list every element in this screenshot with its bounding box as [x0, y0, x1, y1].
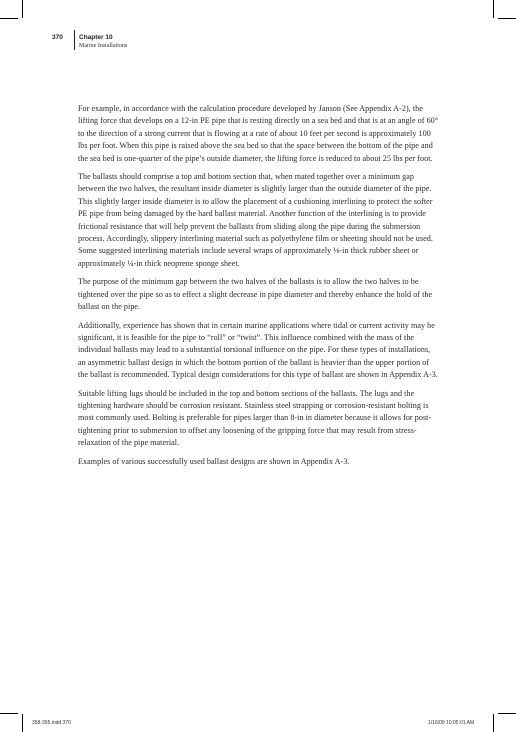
crop-mark — [493, 714, 494, 732]
paragraph: Suitable lifting lugs should be included in the top and bottom sections of the ballasts. The lugs and the tightening hardware should be corrosion resistant. Stainless steel strapping or corrosion-resistant bolting is most commonly used. Bolting is preferable for pipes larger than 8-in in diameter because it allows for post-tightening prior to submersion to offset any loosening of the gripping force that may result from stress-relaxation of the pipe material. — [78, 388, 432, 448]
file-slug: 358-395.indd 370 — [32, 720, 71, 726]
crop-mark — [22, 0, 23, 18]
crop-mark — [0, 713, 18, 714]
paragraph: Additionally, experience has shown that in certain marine applications where tidal or current activity may be significant, it is feasible for the pipe to “roll” or “twist”. This influence combined with the mass of the individual ballasts may lead to a substantial torsional influence on the pipe. For these types of installations, an asymmetric ballast design in which the bottom portion of the ballast is heavier than the upper portion of the ballast is recommended. Typical design considerations for this type of ballast are shown in Appendix A-3. — [78, 320, 438, 380]
paragraph: The ballasts should comprise a top and bottom section that, when mated together over a minimum gap between the two halves, the resultant inside diameter is slightly larger than the outside diameter of the pipe. This slightly larger inside diameter is to allow the placement of a cushioning interlining to protect the softer PE pipe from being damaged by the hard ballast material. Another function of the interlining is to provide frictional resistance that will help prevent the ballasts from sliding along the pipe during the submersion process. Accordingly, slippery interlining material such as polyethylene film or sheeting should not be used. Some suggested interlining materials include several wraps of approximately ⅛-in thick rubber sheet or approximately ¼-in thick neoprene sponge sheet. — [78, 172, 433, 268]
crop-mark — [498, 18, 516, 19]
paragraph: Examples of various successfully used ballast designs are shown in Appendix A-3. — [78, 456, 350, 466]
crop-mark — [498, 713, 516, 714]
chapter-label: Chapter 10 — [79, 34, 113, 41]
body-text — [78, 103, 440, 474]
page-number: 370 — [52, 34, 63, 41]
paragraph: For example, in accordance with the calculation procedure developed by Janson (See Appendix A-2), the lifting force that develops on a 12-in PE pipe that is resting directly on a sea bed and that is at an angle of 60° to the direction of a strong current that is flowing at a rate of about 10 feet per second is approximately 100 lbs per foot. When this pipe is raised above the sea bed so that the space between the bottom of the pipe and the sea bed is one-quarter of the pipe’s outside diameter, the lifting force is reduced to about 25 lbs per foot. — [78, 104, 439, 163]
paragraph: The purpose of the minimum gap between the two halves of the ballasts is to allow the two halves to be tightened over the pipe so as to effect a slight decrease in pipe diameter and thereby enhance the hold of the ballast on the pipe. — [78, 277, 433, 312]
header-divider — [74, 30, 75, 50]
print-timestamp: 1/16/09 10:05:01 AM — [428, 720, 475, 726]
crop-mark — [493, 0, 494, 18]
chapter-title: Marine Installations — [79, 43, 128, 49]
crop-mark — [0, 18, 18, 19]
crop-mark — [22, 714, 23, 732]
